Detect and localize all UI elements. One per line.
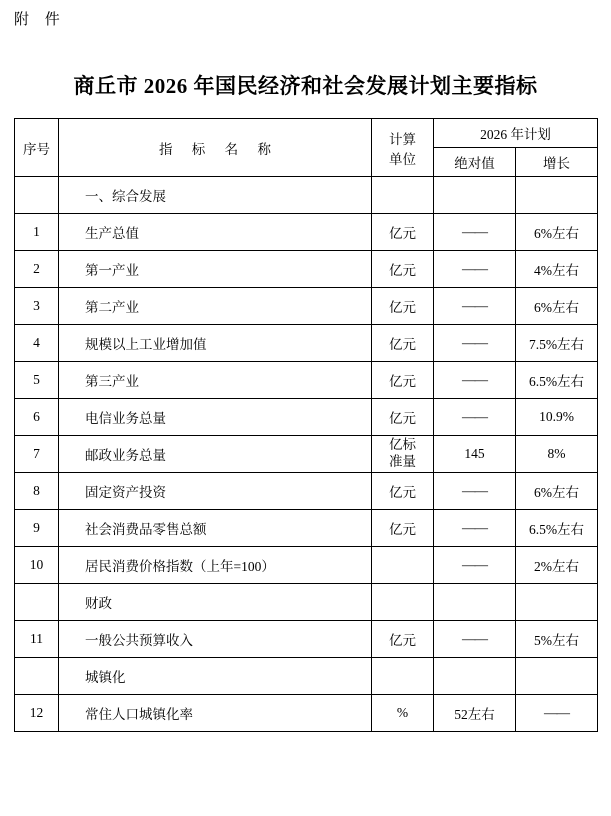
row-growth-value: 6.5%左右: [516, 510, 598, 547]
table-row: [15, 510, 598, 547]
row-absolute-value: ——: [434, 325, 516, 362]
header-plan-group: 2026 年计划: [434, 119, 598, 148]
row-indicator-name: 一、综合发展: [59, 177, 372, 214]
row-number: [15, 584, 59, 621]
row-growth-value: [516, 658, 598, 695]
row-unit: 亿元: [372, 325, 434, 362]
row-unit: 亿元: [372, 510, 434, 547]
row-number: 10: [15, 547, 59, 584]
row-unit: [372, 658, 434, 695]
row-number: 9: [15, 510, 59, 547]
table-header: [15, 119, 598, 177]
row-number: 7: [15, 436, 59, 473]
table-row: [15, 325, 598, 362]
row-indicator-name: 社会消费品零售总额: [59, 510, 372, 547]
row-number: 8: [15, 473, 59, 510]
row-number: 4: [15, 325, 59, 362]
row-growth-value: 7.5%左右: [516, 325, 598, 362]
row-unit: 亿元: [372, 214, 434, 251]
row-number: 2: [15, 251, 59, 288]
row-growth-value: 10.9%: [516, 399, 598, 436]
row-absolute-value: ——: [434, 288, 516, 325]
header-unit-line2: 单位: [389, 151, 416, 167]
row-absolute-value: ——: [434, 214, 516, 251]
row-absolute-value: 145: [434, 436, 516, 473]
row-indicator-name: 常住人口城镇化率: [59, 695, 372, 732]
table-row: [15, 621, 598, 658]
row-indicator-name: 第三产业: [59, 362, 372, 399]
row-growth-value: [516, 177, 598, 214]
row-unit: 亿元: [372, 473, 434, 510]
row-growth-value: ——: [516, 695, 598, 732]
row-number: 5: [15, 362, 59, 399]
row-absolute-value: ——: [434, 510, 516, 547]
row-unit: 亿元: [372, 251, 434, 288]
header-unit-line1: 计算: [389, 131, 416, 147]
table-row: [15, 695, 598, 732]
row-indicator-name: 居民消费价格指数（上年=100）: [59, 547, 372, 584]
header-absolute: 绝对值: [434, 148, 516, 177]
row-growth-value: 6%左右: [516, 473, 598, 510]
row-absolute-value: ——: [434, 547, 516, 584]
row-absolute-value: ——: [434, 251, 516, 288]
row-growth-value: 6%左右: [516, 288, 598, 325]
row-growth-value: 8%: [516, 436, 598, 473]
row-number: [15, 177, 59, 214]
table-row: [15, 399, 598, 436]
row-indicator-name: 第一产业: [59, 251, 372, 288]
row-unit: 亿标 准量: [372, 436, 434, 473]
row-growth-value: 4%左右: [516, 251, 598, 288]
page-title: 商丘市 2026 年国民经济和社会发展计划主要指标: [73, 74, 538, 98]
header-indicator-name: 指 标 名 称: [59, 119, 372, 177]
table-row: [15, 288, 598, 325]
indicators-table: [14, 118, 598, 732]
row-absolute-value: [434, 177, 516, 214]
row-unit: 亿元: [372, 399, 434, 436]
table-row: [15, 177, 598, 214]
row-number: 1: [15, 214, 59, 251]
row-number: 3: [15, 288, 59, 325]
row-growth-value: [516, 584, 598, 621]
row-number: 11: [15, 621, 59, 658]
table-row: [15, 251, 598, 288]
row-unit: [372, 177, 434, 214]
row-absolute-value: ——: [434, 362, 516, 399]
table-row: [15, 547, 598, 584]
row-unit: 亿元: [372, 621, 434, 658]
row-absolute-value: [434, 658, 516, 695]
row-indicator-name: 固定资产投资: [59, 473, 372, 510]
table-row: [15, 473, 598, 510]
row-growth-value: 6.5%左右: [516, 362, 598, 399]
row-absolute-value: ——: [434, 473, 516, 510]
row-unit: %: [372, 695, 434, 732]
row-indicator-name: 生产总值: [59, 214, 372, 251]
row-number: 6: [15, 399, 59, 436]
header-unit: [372, 119, 434, 177]
table-body: [15, 177, 598, 732]
row-growth-value: 6%左右: [516, 214, 598, 251]
row-absolute-value: ——: [434, 621, 516, 658]
attachment-label: 附 件: [14, 12, 66, 28]
row-absolute-value: [434, 584, 516, 621]
row-unit: 亿元: [372, 288, 434, 325]
row-indicator-name: 规模以上工业增加值: [59, 325, 372, 362]
table-row: [15, 436, 598, 473]
row-absolute-value: ——: [434, 399, 516, 436]
row-absolute-value: 52左右: [434, 695, 516, 732]
table-row: [15, 362, 598, 399]
table-row: [15, 658, 598, 695]
row-unit: [372, 584, 434, 621]
row-number: 12: [15, 695, 59, 732]
row-indicator-name: 城镇化: [59, 658, 372, 695]
row-number: [15, 658, 59, 695]
row-indicator-name: 电信业务总量: [59, 399, 372, 436]
row-growth-value: 5%左右: [516, 621, 598, 658]
table-row: [15, 584, 598, 621]
row-indicator-name: 财政: [59, 584, 372, 621]
header-no: 序号: [15, 119, 59, 177]
row-unit: 亿元: [372, 362, 434, 399]
table-row: [15, 214, 598, 251]
row-indicator-name: 一般公共预算收入: [59, 621, 372, 658]
row-indicator-name: 第二产业: [59, 288, 372, 325]
row-growth-value: 2%左右: [516, 547, 598, 584]
header-growth: 增长: [516, 148, 598, 177]
row-unit: [372, 547, 434, 584]
row-indicator-name: 邮政业务总量: [59, 436, 372, 473]
